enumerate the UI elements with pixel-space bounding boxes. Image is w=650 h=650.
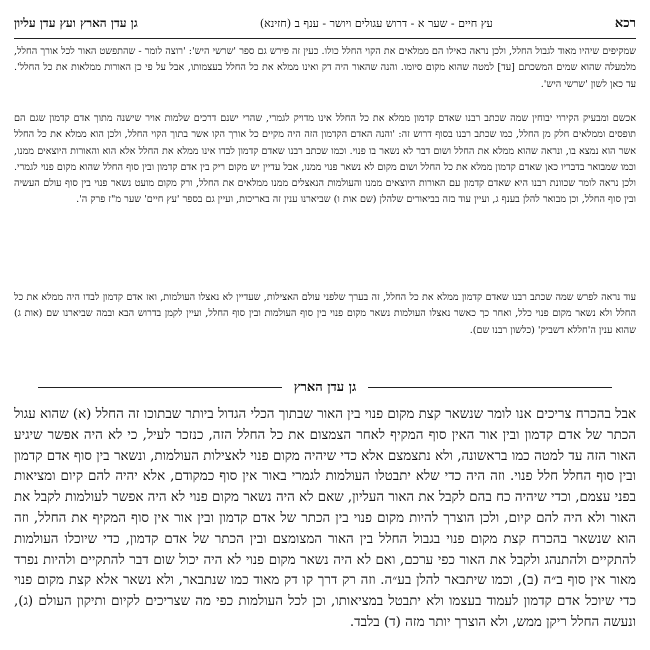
book-title: גן עדן הארץ ועץ עדן עליון <box>14 15 138 30</box>
divider-gap-left <box>14 387 38 388</box>
main-text-paragraph: אבל בהכרח צריכים אנו לומר שנשאר קצת מקום פנוי בין האור שבתוך הכלי הגדול ביותר שבתוכו זה החלל (א) שהוא עגול הכתר של אדם קדמון ובין אור האין סוף המקיף לאחר הצמצום את כל החלל הזה, כנזכר לעיל, כי לא היה אפשר שיגיע האור הזה עד למטה כמו בראשונה, ולא נתצמצם אלא כדי שיהיה מקום פנוי לאצילות העולמות, ונשאר בין סוף אדם קדמון ובין סוף החלל חלל פנוי. וזה היה כדי שלא יתבטלו העולמות לגמרי באור אין סוף כמקודם, אלא יהיה להם קיום ומציאות בפני עצמם, וכדי שיהיה כח בהם לקבל את האור העליון, שאם לא היה נשאר מקום פנוי לא היה אפשר לעולמות לקבל את האור ולא היה להם קיום, ולכן הוצרך להיות מקום פנוי בין הכתר של אדם קדמון ובין אור אין סוף המקיף את החלל, וזה הוא שנשאר בהכרח קצת מקום פנוי בגבול החלל בין האור המצומצם ובין הכתר של אדם קדמון, כדי שיוכלו העולמות להתקיים ולהתנהג ולקבל את האור כפי ערכם, ואם לא היה נשאר מקום פנוי לא היה יכול שום דבר להתקיים ולהיות נפרד מאור אין סוף ב״ה (ב), וכמו שיתבאר להלן בע״ה. וזה רק דרך קו דק מאוד כמו שנתבאר, ולא נשאר אלא קצת מקום פנוי כדי שיוכל אדם קדמון לעמוד בעצמו ולא יתבטל במציאותו, וכן לכל העולמות כפי מה שצריכים לקיום ותיקון העולם (ג), ונעשה החלל ריקן ממש, ולא הוצרך יותר מזה (ד) בלבד. <box>14 407 636 630</box>
divider-gap-right <box>612 387 636 388</box>
divider-rule-right <box>368 387 612 388</box>
section-divider <box>14 376 636 398</box>
commentary-paragraph-1: שמקיפים שיהיו מאוד לגבול החלל, ולכן נראה כאילו הם ממלאים את הקוי החלל כולו. כעין זה פירש גם ספר 'שרשי היש': 'רוצה לומר - שהתפשט האור לכל אורך החלל, מלמעלה שהוא שמים המשכתם [עד] למטה שהוא מקום סיומו. והנה שהאור היה דק ואינו ממלא את כל החלל בעצמותו, אבל על פי כן האורות ממלאות את כל החלל'. עד כאן לשון 'שרשי היש'. <box>14 46 636 90</box>
commentary-paragraph-3: עוד נראה לפרש שמה שכתב רבנו שאדם קדמון ממלא את כל החלל, זה בערך שלפני עולם האצילות, שעדיין לא נאצלו העולמות, ואז אדם קדמון לבדו היה ממלא את כל החלל ולא נשאר מקום פנוי כלל, ואחר כך כאשר נאצלו העולמות נשאר מקום פנוי בין סוף העולמות ובין סוף החלל, ועיין לקמן בדרוש הבא ובמה שביארנו שם (אות ג) שהוא ענין ה'חללא דשביק' (כלשון רבנו שם). <box>14 292 636 336</box>
commentary-paragraph-2: אכשם ומבעיק הקירוי יבוחין שמה שכתב רבנו שאדם קדמון ממלא את כל החלל אינו מדויק לגמרי, שהרי ישנם דרכים שלמות אויר שישנה מתוך אדם קדמון שגם הם תופסים וממלאים חלק מן החלל, כמו שכתב רבנו בסוף דרוש זה: 'והנה האדם הקדמון הזה היה מקיים כל אורך הקו אשר בתוך הקוי החלל, ולכן הוא ממלא את כל החלל אשר הוא נמצא בו, ונראה שהוא ממלא את החלל ושום דבר לא נשאר בו פנוי. וכמו שכתב רבנו שאדם קדמון לבדו אינו ממלא את החלל אלא הוא והאורות היוצאים ממנו, וכמו שמבואר בדבריו כאן שאדם קדמון ממלא את כל החלל ושום מקום לא נשאר פנוי ממנו, אבל עדיין יש מקום ריק בין אדם קדמון ובין סוף החלל שהוא מקום פנוי לגמרי. ולכן נראה לומר שכוונת רבנו היא שאדם קדמון עם האורות היוצאים ממנו והעולמות הנאצלים ממנו ממלאים את החלל, ורק מקום מועט נשאר פנוי בין סוף עולם העשיה ובין סוף החלל, וכן מבואר להלן בענף ג, ועיין עוד בזה בביאורים שלהלן (שם אות ו) שביארנו ענין זה באריכות, ועיין גם בספר 'עץ חיים' שער מ"ז פרק ה'. <box>14 113 636 206</box>
page-number: רכא <box>614 16 636 31</box>
page-header <box>14 8 636 39</box>
divider-rule-left <box>38 387 282 388</box>
section-title: גן עדן הארץ <box>293 380 357 395</box>
running-head: עץ חיים - שער א - דרוש עגולים ויושר - ענף ב (חזינא) <box>259 16 493 30</box>
